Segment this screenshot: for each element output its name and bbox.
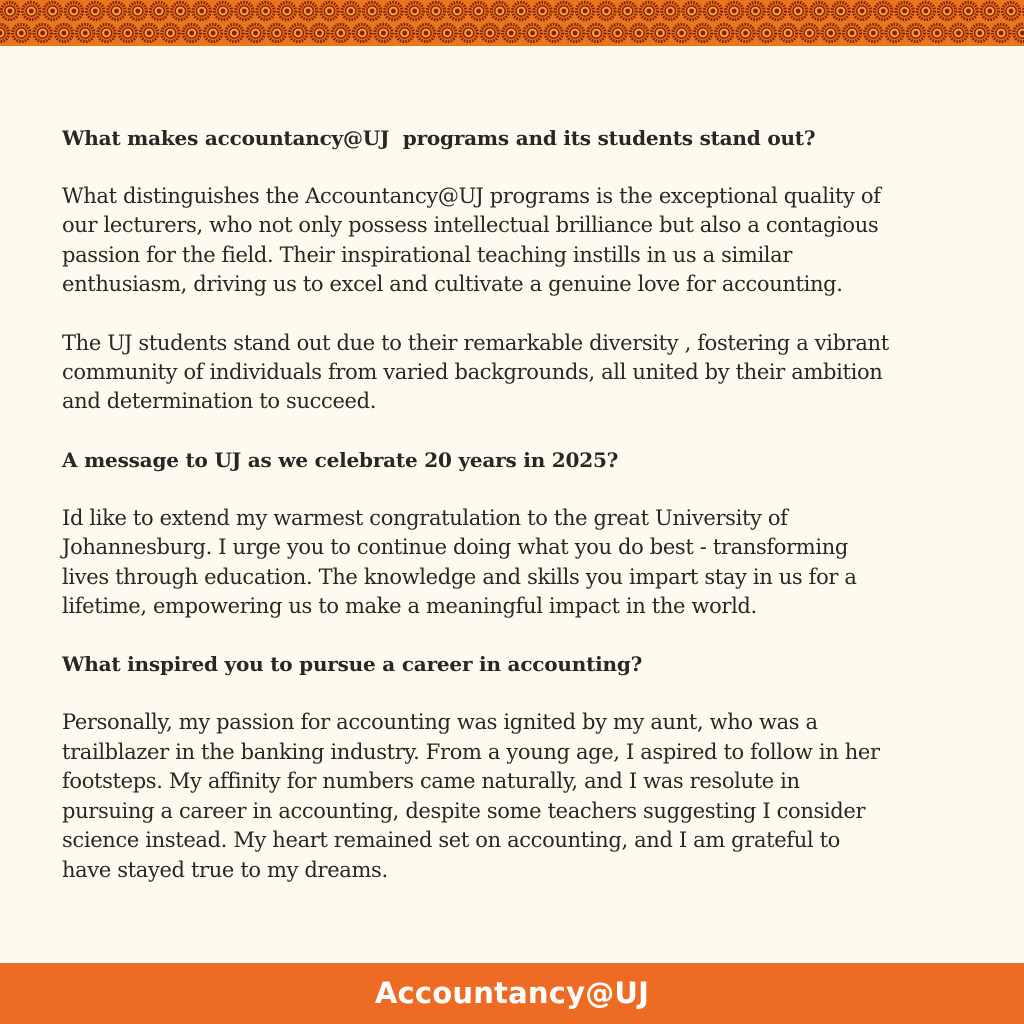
brand-name: Accountancy@UJ	[374, 975, 650, 1010]
sunburst-pattern-icon	[0, 0, 1024, 46]
decorative-pattern-band	[0, 0, 1024, 46]
question-heading: What makes accountancy@UJ programs and its students stand out?	[62, 126, 816, 150]
text-line: community of individuals from varied backgrounds, all united by their ambition	[62, 360, 883, 385]
article-body	[62, 124, 982, 885]
text-line: have stayed true to my dreams.	[62, 857, 388, 882]
text-line: pursuing a career in accounting, despite some teachers suggesting I consider	[62, 798, 866, 823]
question-heading: A message to UJ as we celebrate 20 years in 2025?	[62, 447, 619, 472]
footer-brand-bar	[0, 963, 1024, 1024]
answer-paragraph	[62, 504, 982, 622]
text-line: lives through education. The knowledge and skills you impart stay in us for a	[62, 564, 857, 589]
text-line: passion for the field. Their inspirational teaching instills in us a similar	[62, 242, 793, 267]
text-line: science instead. My heart remained set on accounting, and I am grateful to	[62, 828, 840, 853]
text-line: enthusiasm, driving us to excel and cultivate a genuine love for accounting.	[62, 272, 843, 297]
answer-paragraph	[62, 708, 982, 884]
text-line: our lecturers, who not only possess intellectual brilliance but also a contagious	[62, 213, 879, 238]
text-line: The UJ students stand out due to their remarkable diversity , fostering a vibrant	[62, 330, 889, 355]
text-line: footsteps. My affinity for numbers came naturally, and I was resolute in	[62, 769, 800, 794]
text-line: Personally, my passion for accounting was ignited by my aunt, who was a	[62, 710, 818, 735]
question-heading: What inspired you to pursue a career in accounting?	[62, 652, 643, 677]
answer-paragraph	[62, 182, 982, 300]
text-line: lifetime, empowering us to make a meaningful impact in the world.	[62, 594, 757, 619]
text-line: Johannesburg. I urge you to continue doing what you do best - transforming	[62, 535, 848, 560]
text-line: Id like to extend my warmest congratulation to the great University of	[62, 505, 788, 530]
text-line: and determination to succeed.	[62, 389, 377, 414]
answer-paragraph	[62, 329, 982, 417]
text-line: trailblazer in the banking industry. From a young age, I aspired to follow in her	[62, 739, 880, 764]
text-line: What distinguishes the Accountancy@UJ programs is the exceptional quality of	[62, 184, 881, 208]
